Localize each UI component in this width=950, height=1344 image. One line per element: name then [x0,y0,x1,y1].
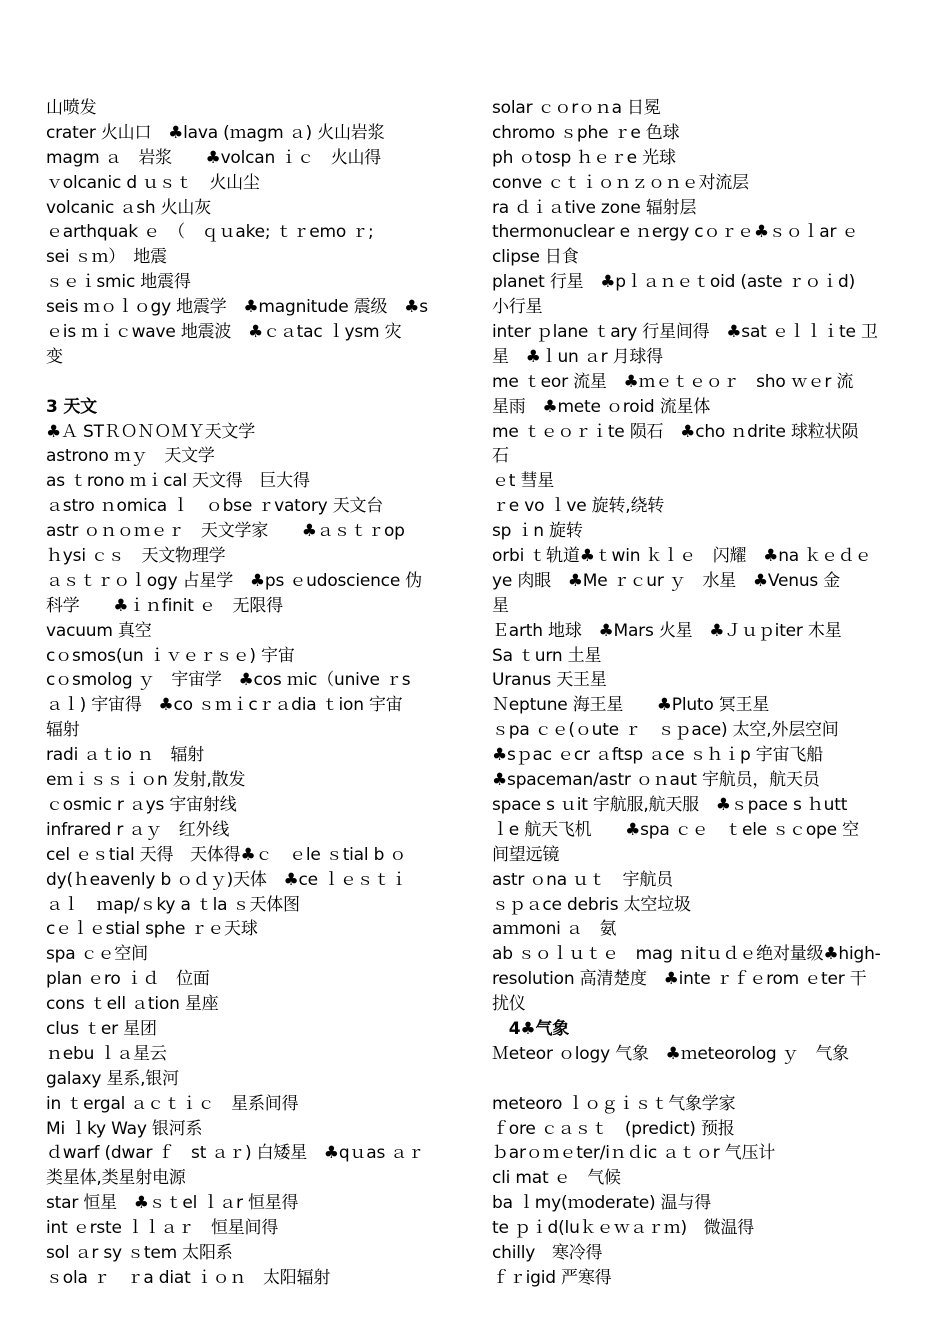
text-line: 石 [492,446,509,467]
text-line: Uranus 天王星 [492,670,607,691]
text-line: Sa ｔurn 土星 [492,645,602,666]
right-column [492,96,907,1291]
text-line: me ｔｅｏｒｉte 陨石 ♣cho ｎdrite 球粒状陨 [492,421,859,442]
text-line: thermonuclear e ｎergy cｏｒｅ♣ｓｏｌar ｅ [492,222,859,243]
text-line: radi ａｔio ｎ 辐射 [46,745,205,766]
text-line: as ｔrono ｍｉcal 天文得 巨大得 [46,471,310,492]
blank-line [492,1067,907,1092]
text-line: ａｌ) 宇宙得 ♣co ｓｍｉcｒａdia ｔion 宇宙 [46,695,403,716]
text-line: te ｐｉd(luｋｅｗａｒｍ) 微温得 [492,1218,755,1239]
text-line: cｏsmolog ｙ 宇宙学 ♣cos ｍic（unive ｒs [46,670,411,691]
text-line: orbi ｔ轨道♣ｔwin ｋｌｅ 闪耀 ♣na ｋｅｄｅ [492,546,872,567]
text-line: meteoro ｌｏｇｉｓｔ气象学家 [492,1093,736,1114]
text-line: ph ｏtosp ｈｅｒe 光球 [492,147,676,168]
text-line: 星 ♣ｌun ａr 月球得 [492,346,663,367]
text-line: ｌe 航天飞机 ♣spa ｃｅ ｔele ｓｃope 空 [492,819,859,840]
text-line: Ｍeteor ｏlogy 气象 ♣ｍeteorolog ｙ 气象 [492,1043,849,1064]
text-line: 变 [46,346,63,367]
text-line: crater 火山口 ♣lava (ｍagm ａ) 火山岩浆 [46,122,385,143]
text-line: conve ｃｔｉｏｎｚｏｎｅ对流层 [492,172,749,193]
text-line: ａstro ｎomica ｌ ｏbse ｒvatory 天文台 [46,496,384,517]
text-line: inter ｐlane ｔary 行星间得 ♣sat ｅｌｌｉte 卫 [492,322,878,343]
text-line: in ｔergal ａｃｔｉｃ 星系间得 [46,1093,299,1114]
text-line: sol ａr sy ｓtem 太阳系 [46,1242,233,1263]
text-line: 山喷发 [46,98,97,118]
text-line: plan ｅro ｉｄ 位面 [46,969,210,990]
text-line: sei ｓｍ） 地震 [46,247,167,268]
text-line: ｓｅｉsmic 地震得 [46,272,191,293]
text-line: resolution 高清楚度 ♣inte ｒｆｅrom ｅter 干 [492,969,867,990]
text-line: ｅarthquak ｅ （ ｑｕake; ｔｒemo ｒ; [46,222,374,243]
text-line: space s ｕit 宇航服,航天服 ♣ｓpace s ｈutt [492,794,848,815]
text-line: cons ｔell ａtion 星座 [46,994,219,1015]
text-line: volcanic ａsh 火山灰 [46,197,212,218]
text-line: ａｓｔｒｏｌogy 占星学 ♣ps ｅudoscience 伪 [46,570,423,591]
text-line: aｍmoni ａ 氨 [492,919,617,940]
text-line: infrared r ａｙ 红外线 [46,819,230,840]
text-line: ａｌ ｍap/ｓky a ｔla ｓ天体图 [46,894,300,915]
text-line: magm ａ 岩浆 ♣volcan ｉｃ 火山得 [46,147,382,168]
text-line: astr ｏna ｕｔ 宇航员 [492,869,673,890]
text-line: ba ｌmy(ｍoderate) 温与得 [492,1193,712,1214]
text-line: astrono ｍｙ 天文学 [46,446,215,467]
text-line: cｏsmos(un ｉｖｅｒｓｅ) 宇宙 [46,645,295,666]
text-line: ｎebu ｌａ星云 [46,1043,167,1064]
text-line: ｂarｏｍｅter/iｎｄic ａｔｏr 气压计 [492,1143,776,1164]
text-line: 小行星 [492,297,543,318]
text-line: astr ｏｎｏｍｅｒ 天文学家 ♣ａｓｔｒop [46,521,405,542]
text-line: ｈysi ｃｓ 天文物理学 [46,546,226,567]
text-line: cｅｌｅstial sphe ｒｅ天球 [46,919,258,940]
text-line: cel ｅｓtial 天得 天体得♣ｃ ｅle ｓtial b ｏ [46,844,407,865]
text-line: ye 肉眼 ♣Me ｒｃur ｙ 水星 ♣Venus 金 [492,570,841,591]
text-line: Ｅarth 地球 ♣Mars 火星 ♣Ｊｕｐiter 木星 [492,620,842,641]
text-line: chromo ｓphe ｒe 色球 [492,122,680,143]
text-line: clipse 日食 [492,247,579,268]
text-line: 星雨 ♣mete ｏroid 流星体 [492,396,711,417]
text-line: solar ｃｏrｏｎa 日冕 [492,98,661,118]
text-line: clus ｔer 星团 [46,1018,157,1039]
text-line: sp ｉn 旋转 [492,521,583,542]
text-line: planet 行星 ♣pｌａｎｅｔoid (aste ｒｏｉd) [492,272,856,293]
text-line: 间望远镜 [492,844,560,865]
text-line: ｓola ｒ ｒa diat ｉｏｎ 太阳辐射 [46,1267,331,1288]
text-line: 类星体,类星射电源 [46,1168,186,1189]
text-line: Ｎeptune 海王星 ♣Pluto 冥王星 [492,695,770,716]
text-line: spa ｃｅ空间 [46,944,148,965]
text-line: ｅt 彗星 [492,471,555,492]
text-line: ｄwarf (dwar ｆ st ａｒ) 白矮星 ♣qｕas ａｒ [46,1143,424,1164]
text-line: ab ｓｏｌｕｔｅ mag ｎitｕｄｅ绝对量级♣high- [492,944,881,965]
text-line: ｒe vo ｌve 旋转,绕转 [492,496,665,517]
text-line: chilly 寒冷得 [492,1242,603,1263]
text-line: ♣sｐac ｅcr ａftsp ａce ｓｈｉp 宇宙飞船 [492,745,824,766]
text-line: 星 [492,595,509,616]
text-line: seis ｍｏｌｏgy 地震学 ♣magnitude 震级 ♣s [46,297,428,318]
text-line: ｖolcanic d ｕｓｔ 火山尘 [46,172,260,193]
text-line: 辐射 [46,720,80,741]
text-line: galaxy 星系,银河 [46,1068,179,1089]
text-line: ♣Ａ STＲＯＮＯＭＹ天文学 [46,421,256,442]
text-line: ｅis ｍｉｃwave 地震波 ♣ｃａtac ｌysm 灾 [46,322,402,343]
text-line: vacuum 真空 [46,620,152,641]
text-line: eｍｉｓｓｉｏn 发射,散发 [46,770,246,791]
left-column [46,96,461,1291]
text-line: ｓpa ｃｅ(ｏute ｒ ｓｐace) 太空,外层空间 [492,720,839,741]
text-line: ra ｄｉａtive zone 辐射层 [492,197,697,218]
text-line: ♣spaceman/astr ｏｎaut 宇航员，航天员 [492,770,820,791]
text-line: 扰仪 [492,994,526,1015]
text-line: int ｅrste ｌｌａｒ 恒星间得 [46,1218,279,1239]
text-line: cli mat ｅ 气候 [492,1168,621,1189]
text-line: ｆｒigid 严寒得 [492,1267,612,1288]
section-heading-meteorology: 4♣气象 [492,1018,570,1039]
text-line: star 恒星 ♣ｓｔel ｌａr 恒星得 [46,1193,299,1214]
text-line: ｓｐａce debris 太空垃圾 [492,894,691,915]
text-line: ｃosmic r ａys 宇宙射线 [46,794,237,815]
blank-line [46,370,461,395]
text-line: me ｔeor 流星 ♣ｍｅｔｅｏｒ sho ｗｅr 流 [492,371,854,392]
text-line: 科学 ♣ｉｎfinit ｅ 无限得 [46,595,283,616]
text-line: ｆore ｃａｓｔ (predict) 预报 [492,1118,735,1139]
section-heading-astronomy: 3 天文 [46,396,97,417]
text-line: dy(ｈeavenly b ｏｄｙ)天体 ♣ce ｌｅｓｔｉ [46,869,408,890]
text-line: Mi ｌky Way 银河系 [46,1118,203,1139]
